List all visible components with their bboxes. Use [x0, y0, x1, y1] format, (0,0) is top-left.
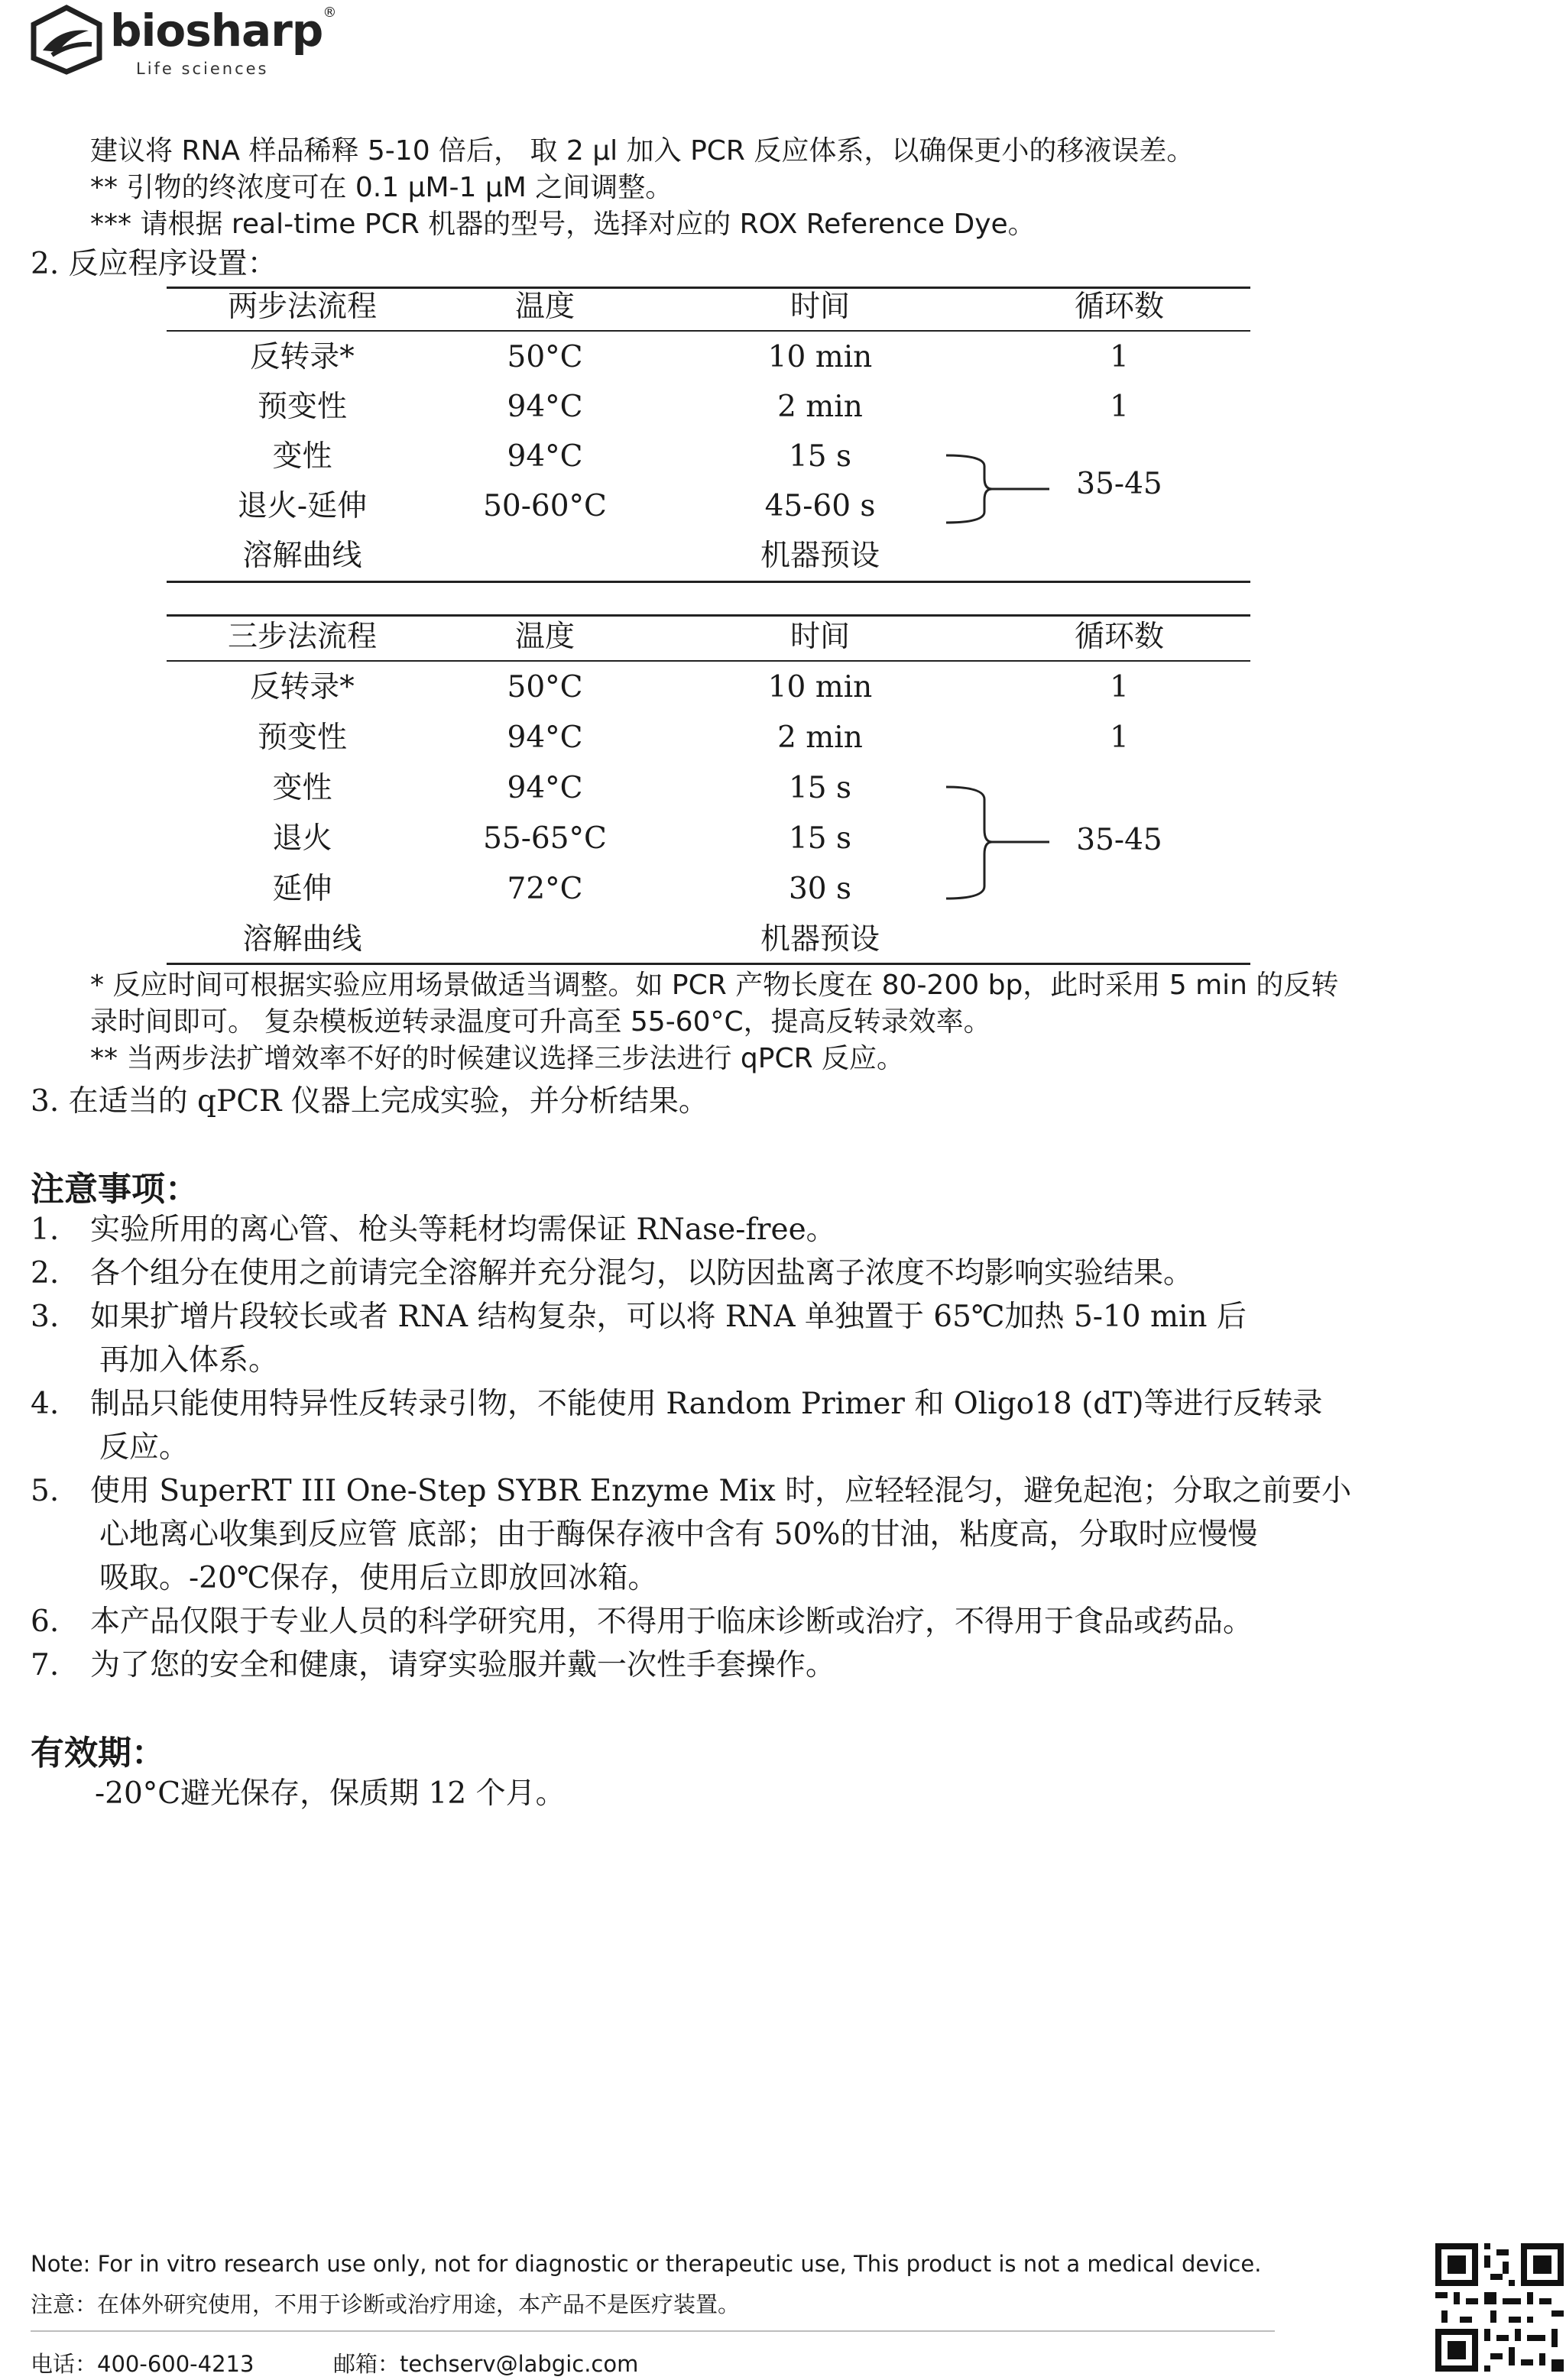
header-process: 三步法流程	[227, 620, 377, 654]
table-cell: 50-60°C	[483, 489, 607, 523]
table-cell: 延伸	[272, 872, 332, 906]
brand-logo	[29, 3, 350, 79]
precaution-3-line-1: 如果扩增片段较长或者 RNA 结构复杂，可以将 RNA 单独置于 65℃加热 5-10 min 后	[90, 1300, 1247, 1334]
header-temp: 温度	[514, 290, 575, 324]
table-cell: 72°C	[507, 872, 583, 906]
table-cell: 机器预设	[760, 539, 880, 573]
table-cell: 1	[1110, 670, 1129, 704]
table-cell: 50°C	[507, 340, 583, 374]
precaution-3-num: 3.	[31, 1300, 60, 1334]
table-cell: 2 min	[777, 720, 863, 755]
cycles-group-value: 35-45	[1076, 467, 1162, 501]
footer-note-en: Note: For in vitro research use only, not for diagnostic or therapeutic use, This product is not a medical device.	[31, 2251, 1262, 2277]
table-cell: 1	[1110, 340, 1129, 374]
table-cell: 15 s	[788, 821, 852, 856]
validity-title: 有效期：	[31, 1734, 165, 1773]
precautions-title: 注意事项：	[31, 1170, 199, 1209]
registered-mark: ®	[323, 5, 336, 21]
header-cycles: 循环数	[1074, 290, 1164, 324]
table-cell: 机器预设	[760, 922, 880, 957]
table-cell: 15 s	[788, 771, 852, 805]
precaution-2-line-1: 各个组分在使用之前请完全溶解并充分混匀，以防因盐离子浓度不均影响实验结果。	[90, 1256, 1194, 1290]
table-cell: 溶解曲线	[242, 922, 362, 957]
brand-tagline: Life sciences	[136, 60, 269, 78]
table-cell: 30 s	[788, 872, 852, 906]
table-cell: 1	[1110, 390, 1129, 424]
table-cell: 15 s	[788, 439, 852, 474]
table-cell: 94°C	[507, 720, 583, 755]
three-step-table	[167, 613, 1250, 972]
header-temp: 温度	[514, 620, 575, 654]
table-cell: 变性	[272, 771, 332, 805]
precaution-6-line-1: 本产品仅限于专业人员的科学研究用，不得用于临床诊断或治疗，不得用于食品或药品。	[90, 1604, 1253, 1639]
table-header-rule	[167, 330, 1250, 332]
precaution-5-line-1: 使用 SuperRT III One-Step SYBR Enzyme Mix 时，应轻轻混匀，避免起泡；分取之前要小	[90, 1474, 1352, 1508]
precaution-6-num: 6.	[31, 1604, 60, 1639]
header-process: 两步法流程	[227, 290, 377, 324]
validity-text: -20°C避光保存，保质期 12 个月。	[95, 1776, 566, 1811]
precaution-4-line-1: 制品只能使用特异性反转录引物，不能使用 Random Primer 和 Oligo18 (dT)等进行反转录	[90, 1387, 1323, 1421]
step3-text: 3. 在适当的 qPCR 仪器上完成实验，并分析结果。	[31, 1084, 708, 1119]
table-cell: 45-60 s	[764, 489, 876, 523]
precaution-7-num: 7.	[31, 1648, 60, 1682]
footer-note-cn: 注意：在体外研究使用，不用于诊断或治疗用途，本产品不是医疗装置。	[31, 2291, 741, 2317]
precaution-4-line-2: 反应。	[99, 1430, 190, 1465]
table-cell: 反转录*	[250, 670, 355, 704]
precaution-7-line-1: 为了您的安全和健康，请穿实验服并戴一次性手套操作。	[90, 1648, 836, 1682]
brand-name: biosharp	[110, 5, 323, 57]
precaution-3-line-2: 再加入体系。	[99, 1343, 279, 1378]
table-cell: 94°C	[507, 390, 583, 424]
table-cell: 退火-延伸	[237, 489, 368, 523]
cycles-group-value: 35-45	[1076, 823, 1162, 857]
table-bottom-rule	[167, 963, 1250, 965]
header-time: 时间	[789, 290, 850, 324]
table-cell: 1	[1110, 720, 1129, 755]
table-note-1: * 反应时间可根据实验应用场景做适当调整。如 PCR 产物长度在 80-200 bp，此时采用 5 min 的反转	[90, 970, 1339, 1001]
table-cell: 反转录*	[250, 340, 355, 374]
precaution-2-num: 2.	[31, 1256, 60, 1290]
header-time: 时间	[789, 620, 850, 654]
footer-divider	[31, 2330, 1275, 2332]
top-note-1: 建议将 RNA 样品稀释 5-10 倍后， 取 2 μl 加入 PCR 反应体系，以确保更小的移液误差。	[90, 135, 1195, 167]
table-cell: 94°C	[507, 439, 583, 474]
table-bottom-rule	[167, 581, 1250, 583]
biosharp-logo-icon	[29, 5, 104, 75]
step2-title: 2. 反应程序设置：	[31, 247, 277, 281]
table-note-3: ** 当两步法扩增效率不好的时候建议选择三步法进行 qPCR 反应。	[90, 1043, 905, 1074]
table-top-rule	[167, 614, 1250, 617]
precaution-4-num: 4.	[31, 1387, 60, 1421]
precaution-1-line-1: 实验所用的离心管、枪头等耗材均需保证 RNase-free。	[90, 1213, 836, 1247]
table-cell: 10 min	[767, 340, 873, 374]
table-cell: 溶解曲线	[242, 539, 362, 573]
precaution-5-line-2: 心地离心收集到反应管 底部；由于酶保存液中含有 50%的甘油，粘度高，分取时应慢慢	[99, 1517, 1258, 1552]
top-note-3: *** 请根据 real-time PCR 机器的型号，选择对应的 ROX Reference Dye。	[90, 209, 1036, 240]
table-cell: 10 min	[767, 670, 873, 704]
footer-phone: 电话：400-600-4213	[31, 2351, 255, 2377]
precaution-5-line-3: 吸取。-20℃保存，使用后立即放回冰箱。	[99, 1561, 658, 1595]
precaution-1-num: 1.	[31, 1213, 60, 1247]
table-cell: 预变性	[257, 390, 347, 424]
table-header-rule	[167, 660, 1250, 662]
header-cycles: 循环数	[1074, 620, 1164, 654]
table-cell: 2 min	[777, 390, 863, 424]
table-cell: 94°C	[507, 771, 583, 805]
table-cell: 55-65°C	[483, 821, 607, 856]
footer-email: 邮箱：techserv@labgic.com	[333, 2351, 639, 2377]
table-cell: 50°C	[507, 670, 583, 704]
top-note-2: ** 引物的终浓度可在 0.1 μM-1 μM 之间调整。	[90, 172, 673, 203]
table-cell: 变性	[272, 439, 332, 474]
qr-code-icon	[1435, 2243, 1564, 2372]
two-step-table	[167, 284, 1250, 590]
table-cell: 预变性	[257, 720, 347, 755]
table-note-2: 录时间即可。 复杂模板逆转录温度可升高至 55-60°C，提高反转录效率。	[90, 1006, 991, 1038]
precaution-5-num: 5.	[31, 1474, 60, 1508]
table-cell: 退火	[272, 821, 332, 856]
